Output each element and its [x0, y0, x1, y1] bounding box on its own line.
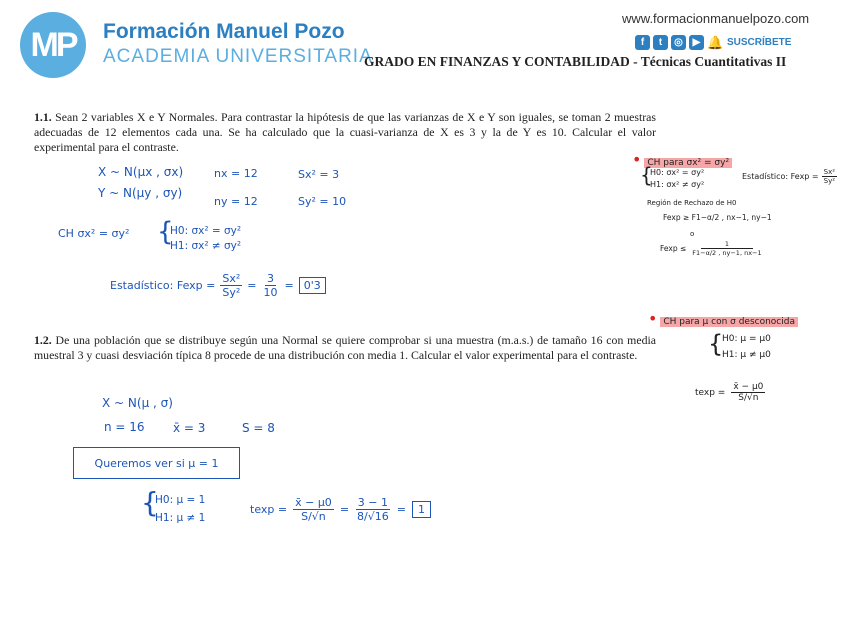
problem-number: 1.1.	[34, 110, 52, 124]
value-fraction	[261, 272, 279, 299]
sample-size: n = 16	[104, 420, 145, 434]
sample-mean: x̄ = 3	[173, 421, 206, 435]
subscribe-link[interactable]: SUSCRÍBETE	[727, 37, 792, 48]
problem-text: De una población que se distribuye según una Normal se quiere comprobar si una muestra (m.a.s.) de tamaño 16 con media muestral 3 y cuasi desviación típica 8 procede de una distribución con media 1. Calcular el valor experimental para el contraste.	[34, 333, 656, 362]
side-h0: H0: σx² = σy²	[650, 168, 705, 177]
side-t-statistic: texp = $\frac{x̄ - \mu 0}{S/√n}$	[695, 382, 764, 403]
side-rejection-region: Región de Rechazo de H0	[647, 199, 737, 207]
side-condition-2: Fexp ≤ $\frac{1}{F1-\alpha/2 , ny-1, nx-1}$	[660, 240, 762, 257]
y-distribution: Y ~ N(μy , σy)	[98, 186, 183, 200]
side-note-1-title: • CH para σx² = σy²	[632, 150, 732, 169]
sx2-value: Sx² = 3	[298, 168, 340, 181]
brand-name: Formación Manuel Pozo	[103, 20, 345, 43]
brand-subtitle: ACADEMIA UNIVERSITARIA	[103, 46, 373, 67]
youtube-icon[interactable]: ▶	[689, 35, 704, 50]
statistic-fraction	[293, 496, 334, 523]
texp-label: texp =	[250, 503, 288, 516]
h1-hypothesis: H1: σx² ≠ σy²	[170, 240, 242, 252]
equals-sign: =	[284, 279, 294, 292]
sample-sd: S = 8	[242, 421, 275, 435]
value-numerator: 3	[266, 272, 274, 285]
fraction-numerator: x̄ − μ0	[295, 496, 332, 509]
twitter-icon[interactable]: t	[653, 35, 668, 50]
side-or: o	[690, 230, 695, 238]
h0-hypothesis: H0: μ = 1	[155, 494, 206, 506]
instagram-icon[interactable]: ◎	[671, 35, 686, 50]
side-condition-1: Fexp ≥ F1−α/2 , nx−1, ny−1	[663, 213, 772, 222]
h0-hypothesis: H0: σx² = σy²	[170, 225, 242, 237]
social-bar	[635, 35, 791, 50]
problem-1-statement	[34, 110, 656, 155]
side-note-2-title: • CH para μ con σ desconocida	[648, 309, 798, 328]
value-fraction	[355, 496, 391, 523]
brace: {	[141, 486, 159, 519]
value-denominator: 8/√16	[357, 510, 389, 523]
fraction-denominator: Sy²	[222, 286, 241, 299]
goal-box: Queremos ver si μ = 1	[73, 447, 240, 479]
problem-number: 1.2.	[34, 333, 52, 347]
problem-2-statement	[34, 333, 656, 363]
equals-sign: =	[247, 279, 257, 292]
bell-icon[interactable]: 🔔	[707, 34, 724, 50]
side-h1: H1: μ ≠ μ0	[722, 350, 771, 360]
course-title: GRADO EN FINANZAS Y CONTABILIDAD - Técnicas Cuantitativas II	[364, 54, 787, 69]
statistic-fraction	[220, 272, 242, 299]
population-distribution: X ~ N(μ , σ)	[102, 396, 173, 410]
result-box: 1	[412, 501, 431, 518]
sy2-value: Sy² = 10	[298, 195, 347, 208]
x-distribution: X ~ N(μx , σx)	[98, 165, 184, 179]
brace: {	[640, 163, 653, 187]
fraction-numerator: Sx²	[222, 272, 241, 285]
equals-sign: =	[339, 503, 350, 516]
brace: {	[708, 330, 724, 358]
result-box: 0'3	[299, 277, 326, 294]
f-statistic	[110, 272, 326, 299]
brand-logo: MP	[20, 12, 86, 78]
side-h1: H1: σx² ≠ σy²	[650, 180, 705, 189]
side-h0: H0: μ = μ0	[722, 334, 771, 344]
h1-hypothesis: H1: μ ≠ 1	[155, 512, 206, 524]
value-numerator: 3 − 1	[357, 496, 388, 509]
facebook-icon[interactable]: f	[635, 35, 650, 50]
nx-value: nx = 12	[214, 167, 258, 180]
ny-value: ny = 12	[214, 195, 258, 208]
bullet-icon: •	[632, 150, 642, 169]
t-statistic	[250, 496, 431, 523]
ch-label: CH σx² = σy²	[58, 227, 130, 240]
fraction-denominator: S/√n	[301, 510, 326, 523]
problem-text: Sean 2 variables X e Y Normales. Para contrastar la hipótesis de que las varianzas de X e Y son iguales, se toman 2 muestras adecuadas de 12 elementos cada una. Se ha calculado que la cuasi-varianza de X es 3 y la de Y es 10. Calcular el valor experimental para el contraste.	[34, 110, 656, 154]
equals-sign: =	[396, 503, 406, 516]
statistic-label: Estadístico: Fexp =	[110, 279, 216, 292]
brace: {	[157, 217, 174, 247]
value-denominator: 10	[263, 286, 278, 299]
side-statistic: Estadístico: Fexp = $\frac{\text{Sx²}}{\text{Sy²}}$	[742, 168, 836, 185]
website-link[interactable]: www.formacionmanuelpozo.com	[622, 11, 810, 26]
bullet-icon: •	[648, 309, 658, 328]
